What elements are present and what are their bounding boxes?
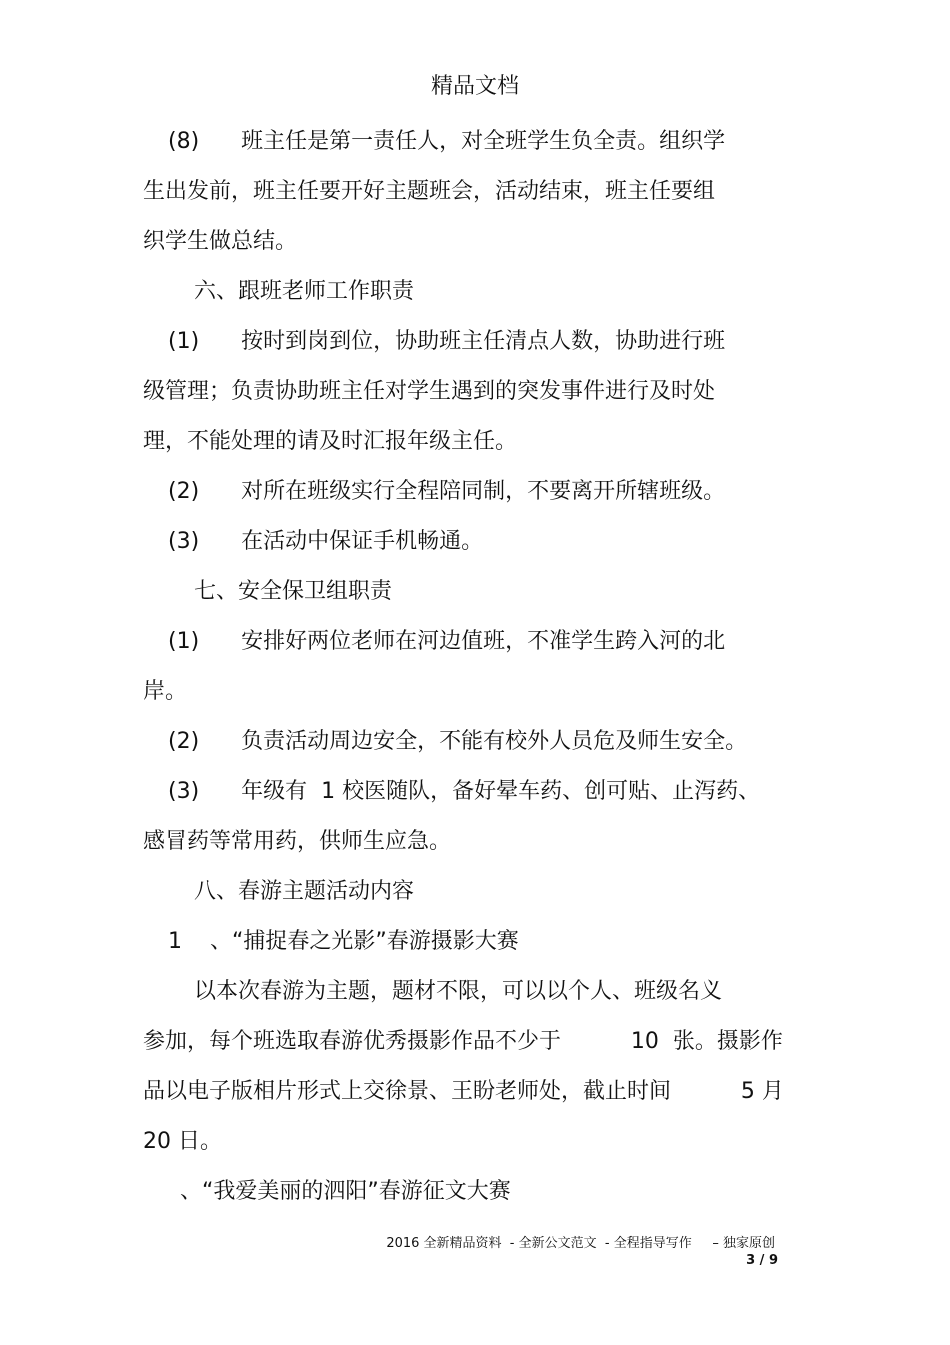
- text-line-21: 20 日。: [143, 1129, 222, 1154]
- text-line-7: 理，不能处理的请及时汇报年级主任。: [143, 429, 518, 454]
- text-line-6: 级管理；负责协助班主任对学生遇到的突发事件进行及时处: [143, 379, 716, 404]
- page-footer-text: 2016 全新精品资料 - 全新公文范文 - 全程指导写作 – 独家原创: [386, 1236, 775, 1251]
- text-line-17: 1 、“捕捉春之光影”春游摄影大赛: [168, 929, 519, 954]
- section-heading-6: 六、跟班老师工作职责: [194, 279, 415, 304]
- page-header-title: 精品文档: [430, 74, 519, 99]
- text-line-12: 岸。: [143, 679, 188, 704]
- text-line-9: (3) 在活动中保证手机畅通。: [168, 529, 484, 554]
- text-line-22: 、“我爱美丽的泗阳”春游征文大赛: [180, 1179, 511, 1204]
- page-number: 3 / 9: [746, 1253, 778, 1268]
- text-line-8: (2) 对所在班级实行全程陪同制，不要离开所辖班级。: [168, 479, 726, 504]
- text-line-11: (1) 安排好两位老师在河边值班，不准学生跨入河的北: [168, 629, 726, 654]
- section-heading-8: 八、春游主题活动内容: [194, 879, 415, 904]
- text-line-5: (1) 按时到岗到位，协助班主任清点人数，协助进行班: [168, 329, 726, 354]
- section-heading-7: 七、安全保卫组职责: [194, 579, 393, 604]
- text-line-2: 生出发前，班主任要开好主题班会，活动结束，班主任要组: [143, 179, 716, 204]
- text-line-13: (2) 负责活动周边安全，不能有校外人员危及师生安全。: [168, 729, 748, 754]
- text-line-15: 感冒药等常用药，供师生应急。: [143, 829, 452, 854]
- text-line-14: (3) 年级有 1 校医随队，备好晕车药、创可贴、止泻药、: [168, 779, 761, 804]
- text-line-18: 以本次春游为主题，题材不限，可以以个人、班级名义: [194, 979, 723, 1004]
- text-line-3: 织学生做总结。: [143, 229, 298, 254]
- text-line-1: (8) 班主任是第一责任人，对全班学生负全责。组织学: [168, 129, 726, 154]
- text-line-19: 参加，每个班选取春游优秀摄影作品不少于 10 张。摄影作: [143, 1029, 783, 1054]
- text-line-20: 品以电子版相片形式上交徐景、王盼老师处，截止时间 5 月: [143, 1079, 784, 1104]
